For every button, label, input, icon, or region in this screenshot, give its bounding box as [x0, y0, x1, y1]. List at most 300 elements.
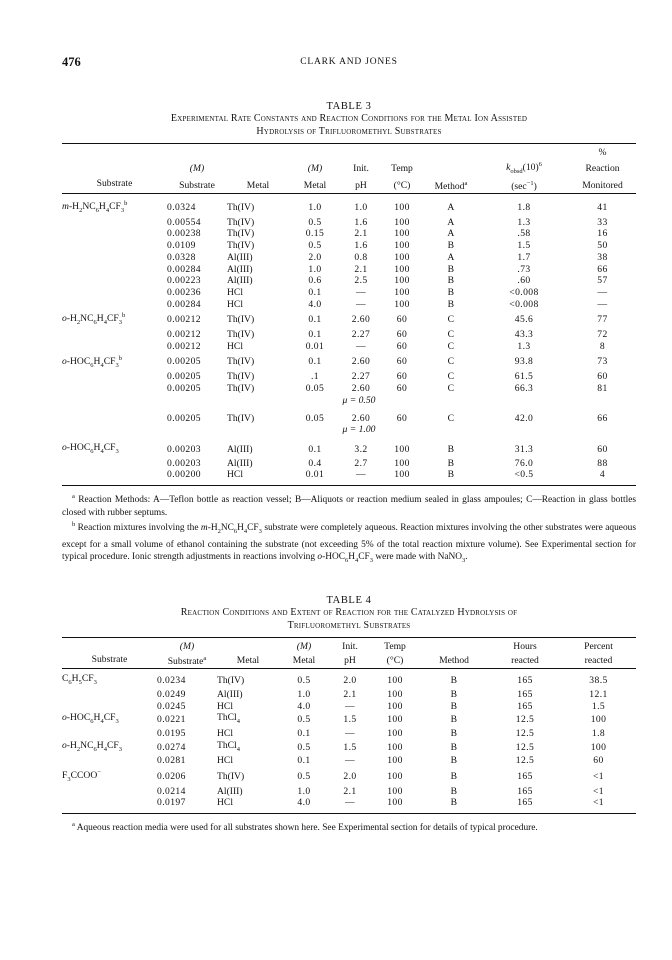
value-cell: <1 [592, 770, 604, 782]
metal-cell: HCl [217, 727, 233, 739]
value-cell: B [447, 263, 455, 275]
value-cell: 60 [597, 371, 608, 383]
value-cell: 0.1 [297, 755, 311, 767]
value-cell: — [356, 469, 366, 481]
value-cell: — [597, 298, 608, 310]
value-cell: B [447, 240, 455, 252]
value-cell: 100 [394, 263, 410, 275]
table3-footnote-b: $^b$ Reaction mixtures involving the $m-H_2NC_6H_4CF_3$ substrate were completely aqueous. Reaction mixtures involving the other substrates were aqueous except for a small volume of ethanol containing the substrate (not exceeding 5% of the total reaction mixture volume). See Experimental section for typical procedure. Ionic strength adjustments in reactions involving $o-HOC_6H_4CF_3$ were made with NaNO$_3$. [62, 521, 636, 564]
metal-cell: Th(IV) [227, 216, 255, 228]
value-cell: 1.5 [591, 700, 606, 712]
metal-cell: Th(IV) [227, 329, 255, 341]
value-cell: 0.0234 [157, 675, 186, 687]
substrate-cell [62, 228, 167, 240]
value-cell: 100 [590, 714, 607, 726]
table3-row [62, 287, 636, 299]
value-cell: 45.6 [514, 313, 534, 325]
value-cell: 1.0 [297, 688, 311, 700]
table3-row [62, 383, 636, 395]
value-cell: 0.00205 [167, 371, 201, 383]
value-cell: 0.00205 [167, 383, 201, 395]
value-cell: B [447, 275, 455, 287]
value-cell: C [447, 329, 455, 341]
t3-h-kobsd: $k_{obsd}(10)^6$ [506, 161, 542, 176]
value-cell: 0.0281 [157, 755, 186, 767]
table3-footnote-a: $^a$ Reaction Methods: A—Teflon bottle as reaction vessel; B—Aliquots or reaction medium sealed in glass ampoules; C—Reaction in glass bottles closed with rubber septums. [62, 492, 636, 518]
table3-row [62, 228, 636, 240]
value-cell: 100 [394, 443, 410, 455]
value-cell: 0.0274 [157, 741, 186, 753]
ionic-strength-row [62, 424, 636, 436]
value-cell: 1.5 [343, 714, 357, 726]
value-cell: 0.00212 [167, 340, 201, 352]
metal-cell: Th(IV) [217, 675, 245, 687]
value-cell: B [450, 688, 458, 700]
value-cell: 0.00203 [167, 443, 201, 455]
metal-cell: Th(IV) [227, 228, 255, 240]
value-cell: 100 [387, 741, 403, 753]
value-cell: <1 [592, 785, 604, 797]
metal-cell: ThCl$_4$ [217, 739, 240, 753]
value-cell: <0.008 [509, 298, 539, 310]
value-cell: 1.5 [517, 240, 531, 252]
value-cell: 2.27 [351, 371, 371, 383]
value-cell: 2.60 [351, 383, 371, 395]
table4-caption-line2: Trifluoromethyl Substrates [287, 619, 411, 631]
value-cell: 100 [387, 727, 403, 739]
value-cell: 60 [396, 340, 408, 352]
value-cell: 2.5 [354, 275, 368, 287]
t3-h-metal: Metal [227, 178, 289, 193]
value-cell: A [447, 216, 455, 228]
value-cell: 61.5 [514, 371, 534, 383]
metal-cell: ThCl$_4$ [217, 712, 240, 726]
value-cell: 0.00236 [167, 287, 201, 298]
table4-caption-line1: Reaction Conditions and Extent of Reaction for the Catalyzed Hydrolysis of [180, 607, 518, 619]
substrate-cell: $o-H_2NC_6H_4CF_3$ [62, 739, 122, 753]
value-cell: 12.1 [589, 688, 608, 700]
substrate-cell: $C_6H_5CF_3$ [62, 673, 97, 687]
value-cell: 0.00284 [167, 298, 201, 310]
table3-row [62, 252, 636, 264]
metal-cell: Th(IV) [227, 371, 255, 383]
value-cell: .60 [517, 275, 531, 287]
value-cell: 57 [597, 275, 608, 287]
value-cell: 81 [597, 383, 608, 395]
value-cell: 100 [394, 457, 410, 469]
substrate-cell [62, 701, 157, 713]
value-cell: 2.27 [351, 329, 371, 341]
table3-row [62, 275, 636, 287]
metal-cell: Al(III) [227, 275, 253, 287]
value-cell: <0.008 [509, 287, 539, 298]
ionic-strength-row [62, 395, 636, 407]
metal-cell: Al(III) [227, 443, 253, 455]
value-cell: 60 [396, 383, 408, 395]
value-cell: 43.3 [514, 329, 534, 341]
substrate-cell [62, 275, 167, 287]
value-cell: C [447, 340, 455, 352]
value-cell: 0.5 [308, 216, 322, 228]
value-cell: 4 [599, 469, 606, 481]
table3-row [62, 442, 636, 458]
value-cell: 100 [394, 275, 410, 287]
metal-cell: HCl [217, 755, 233, 767]
value-cell: 2.0 [343, 675, 357, 687]
value-cell: 100 [394, 469, 410, 481]
value-cell: 0.0109 [167, 240, 196, 252]
value-cell: B [450, 700, 458, 712]
substrate-cell: $o-H_2NC_6H_4CF_3^b$ [62, 312, 126, 327]
t3-h-substrate: Substrate [62, 178, 167, 193]
table4-footnotes [62, 819, 636, 835]
value-cell: .1 [311, 371, 319, 383]
value-cell: 100 [387, 770, 403, 782]
value-cell: 42.0 [514, 412, 534, 424]
value-cell: 2.60 [351, 356, 371, 368]
value-cell: .58 [517, 228, 531, 240]
value-cell: 2.7 [354, 457, 368, 469]
metal-cell: HCl [227, 287, 243, 298]
value-cell: 0.05 [305, 383, 325, 395]
value-cell: 100 [394, 287, 410, 298]
value-cell: 0.15 [305, 228, 325, 240]
table3-caption-line2: Hydrolysis of Trifluoromethyl Substrates [256, 125, 442, 137]
value-cell: A [447, 228, 455, 240]
table4-row [62, 797, 636, 809]
value-cell: — [345, 700, 355, 712]
t3-h-method: Method$^a$ [423, 178, 479, 193]
value-cell: — [345, 727, 355, 739]
substrate-cell: $m-H_2NC_6H_4CF_3^b$ [62, 199, 128, 215]
value-cell: 0.00212 [167, 329, 201, 341]
value-cell: 3.2 [354, 443, 368, 455]
value-cell: 1.0 [354, 201, 368, 213]
value-cell: B [447, 457, 455, 469]
value-cell: 0.5 [308, 240, 322, 252]
table3-label: TABLE 3 [326, 101, 372, 112]
metal-cell: Al(III) [217, 785, 243, 797]
table4-row [62, 728, 636, 740]
value-cell: 165 [517, 785, 533, 797]
value-cell: 38 [597, 251, 608, 263]
metal-cell: HCl [227, 340, 243, 352]
value-cell: B [450, 714, 458, 726]
table3-row [62, 413, 636, 425]
value-cell: 100 [394, 298, 410, 310]
value-cell: 1.8 [517, 201, 531, 213]
value-cell: 100 [387, 675, 403, 687]
value-cell: 0.1 [308, 313, 322, 325]
value-cell: 0.0195 [157, 727, 186, 739]
value-cell: 0.5 [297, 675, 311, 687]
running-title: CLARK AND JONES [300, 57, 398, 67]
value-cell: 60 [597, 443, 608, 455]
value-cell: C [447, 371, 455, 383]
table3-row [62, 217, 636, 229]
value-cell: B [450, 741, 458, 753]
value-cell: 100 [387, 688, 403, 700]
value-cell: 100 [394, 240, 410, 252]
value-cell: 0.01 [305, 340, 325, 352]
value-cell: 2.1 [354, 263, 368, 275]
table3-row [62, 329, 636, 341]
value-cell: 1.0 [297, 785, 311, 797]
value-cell: 1.6 [354, 240, 368, 252]
metal-cell: Al(III) [227, 251, 253, 263]
value-cell: B [450, 755, 458, 767]
value-cell: B [447, 298, 455, 310]
table3-row [62, 299, 636, 311]
value-cell: 2.0 [308, 251, 322, 263]
substrate-cell [62, 689, 157, 701]
metal-cell: HCl [227, 469, 243, 481]
value-cell: 72 [597, 329, 608, 341]
table3-row [62, 469, 636, 481]
table3-row [62, 341, 636, 353]
value-cell: 0.05 [305, 412, 325, 424]
value-cell: B [450, 797, 458, 809]
value-cell: 1.0 [308, 263, 322, 275]
value-cell: 77 [597, 313, 608, 325]
value-cell: 0.1 [308, 287, 322, 298]
substrate-cell [62, 217, 167, 229]
substrate-cell [62, 240, 167, 252]
value-cell: 0.5 [297, 714, 311, 726]
value-cell: 100 [590, 741, 607, 753]
table3-row [62, 371, 636, 383]
value-cell: 0.0249 [157, 688, 186, 700]
table4-row [62, 712, 636, 728]
value-cell: 165 [517, 688, 533, 700]
value-cell: 0.00284 [167, 263, 201, 275]
value-cell: C [447, 383, 455, 395]
metal-cell: HCl [217, 797, 233, 809]
value-cell: 2.0 [343, 770, 357, 782]
value-cell: 50 [597, 240, 608, 252]
substrate-cell: $o-HOC_6H_4CF_3$ [62, 441, 119, 455]
substrate-cell [62, 329, 167, 341]
metal-cell: Th(IV) [217, 770, 245, 782]
value-cell: 12.5 [515, 714, 535, 726]
value-cell: — [356, 340, 366, 352]
value-cell: 0.0324 [167, 201, 196, 213]
value-cell: 0.00205 [167, 412, 201, 424]
value-cell: 165 [517, 700, 533, 712]
page [62, 55, 636, 835]
table4-label: TABLE 4 [326, 595, 372, 607]
value-cell: 0.0206 [157, 770, 186, 782]
value-cell: 0.00554 [167, 216, 201, 228]
value-cell: 100 [394, 228, 410, 240]
value-cell: 165 [517, 770, 533, 782]
value-cell: 0.1 [297, 727, 311, 739]
value-cell: 8 [599, 340, 606, 352]
substrate-cell [62, 371, 167, 383]
value-cell: 66 [597, 263, 608, 275]
value-cell: A [447, 201, 455, 213]
value-cell: 76.0 [514, 457, 534, 469]
metal-cell: Th(IV) [227, 313, 255, 325]
metal-cell: Th(IV) [227, 383, 255, 395]
value-cell: 0.0328 [167, 251, 196, 263]
value-cell: 0.5 [297, 741, 311, 753]
value-cell: A [447, 251, 455, 263]
value-cell: 4.0 [308, 298, 322, 310]
value-cell: 66 [597, 412, 608, 424]
value-cell: 0.0245 [157, 700, 186, 712]
value-cell: 0.00212 [167, 313, 201, 325]
table4-body [62, 673, 636, 809]
value-cell: <0.5 [514, 469, 534, 481]
t3-h-pct: % [598, 147, 607, 158]
substrate-cell [62, 252, 167, 264]
value-cell: 12.5 [515, 727, 535, 739]
value-cell: 165 [517, 797, 533, 809]
value-cell: 0.00205 [167, 356, 201, 368]
substrate-cell [62, 458, 167, 470]
value-cell: 100 [387, 714, 403, 726]
value-cell: B [447, 287, 455, 298]
value-cell: 0.0197 [157, 797, 186, 809]
value-cell: 73 [597, 356, 608, 368]
value-cell: 31.3 [514, 443, 534, 455]
value-cell: C [447, 313, 455, 325]
table4-row [62, 786, 636, 798]
value-cell: 0.6 [308, 275, 322, 287]
value-cell: 41 [597, 201, 608, 213]
value-cell: 0.0214 [157, 785, 186, 797]
value-cell: 0.1 [308, 443, 322, 455]
substrate-cell [62, 469, 167, 481]
value-cell: 0.1 [308, 356, 322, 368]
value-cell: 2.1 [354, 228, 368, 240]
value-cell: 12.5 [515, 741, 535, 753]
value-cell: 1.7 [517, 251, 531, 263]
table3-row [62, 353, 636, 372]
value-cell: B [450, 727, 458, 739]
table3-caption-line1: Experimental Rate Constants and Reaction Conditions for the Metal Ion Assisted [170, 113, 528, 124]
value-cell: <1 [592, 797, 604, 809]
value-cell: — [356, 298, 366, 310]
table3-row [62, 264, 636, 276]
value-cell: 60 [396, 356, 408, 368]
value-cell: 1.8 [591, 727, 606, 739]
value-cell: 2.60 [351, 313, 371, 325]
value-cell: — [356, 287, 366, 298]
table4-row [62, 673, 636, 689]
substrate-cell [62, 264, 167, 276]
value-cell: 60 [396, 329, 408, 341]
value-cell: 0.4 [308, 457, 322, 469]
value-cell: 0.5 [297, 770, 311, 782]
metal-cell: Th(IV) [227, 356, 255, 368]
value-cell: B [447, 469, 455, 481]
value-cell: C [447, 412, 455, 424]
table4-row [62, 701, 636, 713]
substrate-cell: $o-HOC_6H_4CF_3^b$ [62, 354, 122, 369]
value-cell: C [447, 356, 455, 368]
value-cell: 60 [396, 313, 408, 325]
value-cell: 38.5 [589, 675, 608, 687]
value-cell: 12.5 [515, 755, 535, 767]
substrate-cell [62, 383, 167, 395]
substrate-cell [62, 728, 157, 740]
substrate-cell [62, 797, 157, 809]
value-cell: 100 [387, 785, 403, 797]
table4: (M) (M) Init. Temp Hours Percent Substrate Substrate$^a$ Metal Metal pH (°C) Method reacted reacted $C_6H_5CF_3$ 0.0234 Th(IV) 0.5 2.0 100 B 165 38.5 0.0249 Al(III) 1.0 2.1 100 B 165 12.1 0.0245 HCl 4.0 — 100 B 165 1.5 $o-HOC_6H_4CF_3$ 0.0221 ThCl$_4$ 0.5 1.5 100 B 12.5 100 0.0195 HCl 0.1 — 100 B 12.5 1.8 $o-H_2NC_6H_4CF_3$ 0.0274 ThCl$_4$ 0.5 1.5 100 B 12.5 100 0.0281 HCl 0.1 — 100 B 12.5 60 $F_3CCOO^-$ 0.0206 Th(IV) 0.5 2.0 100 B 165 <1 0.0214 Al(III) 1.0 2.1 100 B 165 <1 0.0197 HCl 4.0 — 100 B 165 <1 [62, 637, 636, 814]
value-cell: 100 [387, 700, 403, 712]
value-cell: 1.0 [308, 201, 322, 213]
value-cell: 2.1 [343, 785, 357, 797]
value-cell: B [450, 675, 458, 687]
table3-footnotes [62, 491, 636, 568]
value-cell: 0.0221 [157, 714, 186, 726]
value-cell: — [345, 755, 355, 767]
substrate-cell [62, 755, 157, 767]
table3-body [62, 198, 636, 481]
value-cell: 165 [517, 675, 533, 687]
value-cell: 4.0 [297, 797, 311, 809]
ionic-strength: μ = 1.00 [342, 424, 376, 436]
substrate-cell [62, 786, 157, 798]
value-cell: 0.01 [305, 469, 325, 481]
value-cell: B [450, 770, 458, 782]
value-cell: 60 [396, 371, 408, 383]
value-cell: — [597, 287, 608, 298]
substrate-cell [62, 287, 167, 299]
table4-row [62, 767, 636, 786]
metal-cell: HCl [217, 700, 233, 712]
value-cell: 100 [394, 216, 410, 228]
value-cell: 0.00200 [167, 469, 201, 481]
metal-cell: Th(IV) [227, 201, 255, 213]
ionic-strength: μ = 0.50 [342, 394, 376, 406]
value-cell: 0.00238 [167, 228, 201, 240]
table3-row [62, 198, 636, 217]
value-cell: 0.00203 [167, 457, 201, 469]
metal-cell: Th(IV) [227, 240, 255, 252]
substrate-cell: $o-HOC_6H_4CF_3$ [62, 712, 119, 726]
value-cell: 1.6 [354, 216, 368, 228]
value-cell: B [450, 785, 458, 797]
table4-row [62, 689, 636, 701]
table3: % (M) (M) Init. Temp $k_{obsd}(10)^6$ Reaction Substrate Substrate Metal Metal pH (°C) Method$^a$ $(\sec^{-1})$ Monitored $m-H_2NC_6H_4CF_3^b$ 0.0324 Th(IV) 1.0 1.0 100 A 1.8 41 0.00554 Th(IV) 0.5 1.6 100 A 1.3 33 0.00238 Th(IV) 0.15 2.1 100 A .58 16 0.0109 Th(IV) 0.5 1.6 100 B 1.5 50 0.0328 Al(III) 2.0 0.8 100 A 1.7 38 0.00284 Al(III) 1.0 2.1 100 B .73 66 0.00223 Al(III) 0.6 2.5 100 B .60 57 0.00236 HCl 0.1 — 100 B <0.008 — 0.00284 HCl 4.0 — 100 B <0.008 — $o-H_2NC_6H_4CF_3^b$ 0.00212 Th(IV) 0.1 2.60 60 C 45.6 77 0.00212 Th(IV) 0.1 2.27 60 C 43.3 72 0.00212 HCl 0.01 — 60 C 1.3 8 $o-HOC_6H_4CF_3^b$ 0.00205 Th(IV) 0.1 2.60 60 C 93.8 73 0.00205 Th(IV) .1 2.27 60 C 61.5 60 0.00205 Th(IV) 0.05 2.60 60 C 66.3 81 μ = 0.50 0.00205 Th(IV) 0.05 2.60 60 C 42.0 66 μ = 1.00 $o-HOC_6H_4CF_3$ 0.00203 Al(III) 0.1 3.2 100 B 31.3 60 0.00203 Al(III) 0.4 2.7 100 B 76.0 88 0.00200 HCl 0.01 — 100 B <0.5 4 [62, 143, 636, 486]
value-cell: 1.3 [517, 340, 531, 352]
table3-row [62, 240, 636, 252]
metal-cell: Al(III) [227, 263, 253, 275]
metal-cell: Al(III) [227, 457, 253, 469]
value-cell: 1.5 [343, 741, 357, 753]
value-cell: 66.3 [514, 383, 534, 395]
t4-h-substrate: Substrate [62, 653, 157, 668]
value-cell: B [447, 443, 455, 455]
value-cell: 0.00223 [167, 275, 201, 287]
table3-row [62, 458, 636, 470]
value-cell: — [345, 797, 355, 809]
table3-row [62, 310, 636, 329]
page-header [62, 55, 636, 75]
table4-row [62, 740, 636, 756]
value-cell: 88 [597, 457, 608, 469]
value-cell: 100 [394, 251, 410, 263]
metal-cell: Th(IV) [227, 412, 255, 424]
table4-row [62, 755, 636, 767]
substrate-cell [62, 341, 167, 353]
metal-cell: Al(III) [217, 688, 243, 700]
substrate-cell [62, 299, 167, 311]
substrate-cell [62, 413, 167, 425]
